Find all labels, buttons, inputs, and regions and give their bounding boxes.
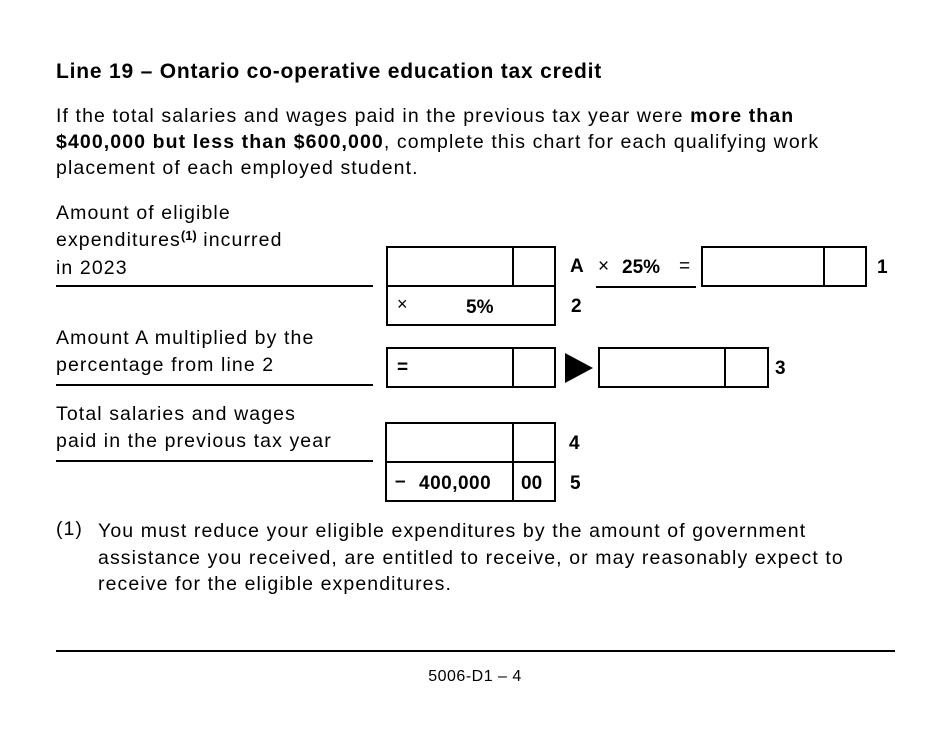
line-3-field[interactable] [598,347,769,388]
line-number-5: 5 [570,473,581,494]
intro-paragraph [56,103,886,181]
label-text: expenditures [56,228,181,251]
label-text: incurred [196,228,283,251]
page-identifier: 5006-D1 – 4 [428,668,522,685]
cents-divider [512,248,514,285]
footnote-marker: (1) [56,518,83,540]
rate-5-box [386,285,556,326]
label-line [56,227,283,256]
line-number-2: 2 [571,296,582,317]
label-underline [56,285,373,287]
label-line: in 2023 [56,257,128,279]
times-sign: × [598,256,610,277]
cents-divider [724,349,726,386]
total-salaries-field[interactable] [385,422,556,463]
arrow-right-icon [565,353,593,383]
line-number-4: 4 [569,433,580,454]
amount-a-letter: A [570,256,584,277]
equals-sign: = [679,256,691,277]
times-sign: × [397,294,408,314]
rate-underline [596,286,696,288]
deduction-cents: 00 [521,473,543,494]
footnote-text: You must reduce your eligible expenditures by the amount of government assistance you received, are entitled to receive, or may reasonably expect to receive for the eligible expenditures. [98,520,844,595]
label-underline [56,384,373,386]
label-line: Total salaries and wages [56,403,296,425]
footnote-reference: (1) [180,227,197,243]
equals-sign: = [397,357,409,378]
deduction-400000-box [385,461,556,502]
rate-25: 25% [622,257,661,278]
cents-divider [512,463,514,500]
minus-sign: – [395,471,406,492]
label-line: Amount of eligible [56,202,231,224]
label-line: Amount A multiplied by the [56,327,315,349]
label-line: percentage from line 2 [56,353,275,376]
intro-text-part1: If the total salaries and wages paid in the previous tax year were [56,105,691,127]
intro-text-bold: more than $400,000 but less than $600,000 [56,105,795,153]
deduction-dollars: 400,000 [419,473,492,494]
cents-divider [823,248,825,285]
cents-divider [512,424,514,461]
eligible-expenditures-label [56,200,283,282]
label-line: paid in the previous tax year [56,429,332,452]
label-underline [56,460,373,462]
total-salaries-label [56,401,332,454]
rate-5: 5% [466,297,494,318]
cents-divider [512,349,514,386]
section-title: Line 19 – Ontario co-operative education tax credit [56,60,603,83]
amount-a-multiplied-label [56,325,314,378]
line-number-1: 1 [877,257,888,278]
intro-text-part2: , complete this chart for each qualifying work placement of each employed student. [56,131,820,179]
amount-a-multiplied-field[interactable] [386,347,556,388]
footer-rule [56,650,895,652]
amount-a-field[interactable] [386,246,556,287]
line-number-3: 3 [775,358,786,379]
line-1-field[interactable] [701,246,867,287]
